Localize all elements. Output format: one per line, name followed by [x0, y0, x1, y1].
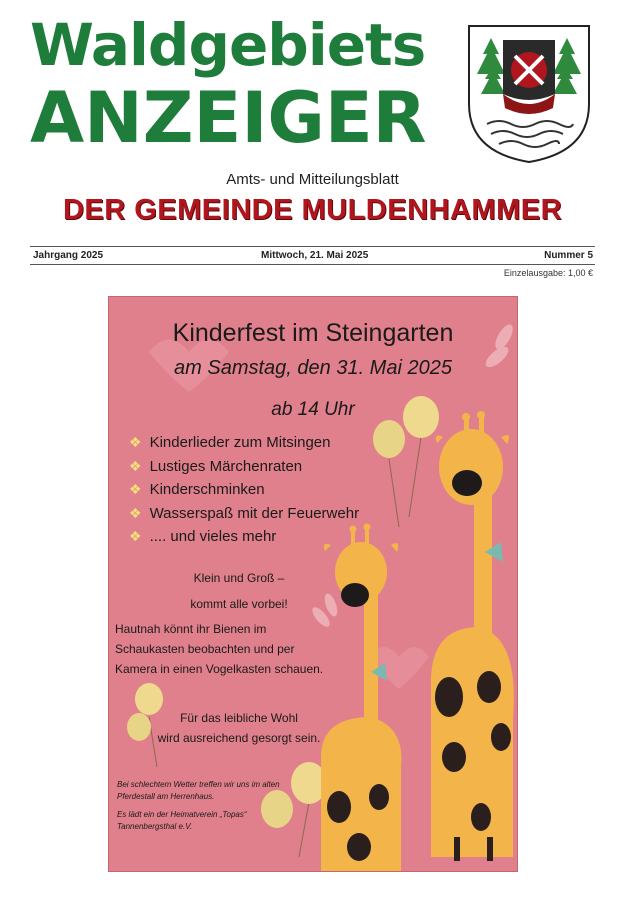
list-item: ❖ Wasserspaß mit der Feuerwehr — [129, 504, 360, 522]
food-line-2: wird ausreichend gesorgt sein. — [157, 731, 321, 745]
divider-top — [30, 246, 595, 247]
bees-line-3: Kamera in einen Vogelkasten schauen. — [115, 662, 324, 676]
list-item: ❖ Kinderschminken — [129, 481, 265, 498]
coat-of-arms-icon — [467, 24, 591, 164]
host-line-2: Tannenbergsthal e.V. — [117, 822, 193, 831]
bees-line-2: Schaukasten beobachten und per — [115, 642, 295, 656]
weather-note-1: Bei schlechtem Wetter treffen wir uns im alten — [117, 780, 280, 789]
poster-time: ab 14 Uhr — [271, 399, 355, 420]
divider-bottom — [30, 264, 595, 265]
bees-line-1: Hautnah könnt ihr Bienen im — [115, 622, 267, 636]
price: Einzelausgabe: 1,00 € — [503, 268, 593, 278]
masthead-title-line1: Waldgebiets — [30, 11, 426, 79]
subtitle: Amts- und Mitteilungsblatt — [226, 171, 399, 188]
giraffe-left-icon — [321, 524, 401, 872]
host-line-1: Es lädt ein der Heimatverein „Topas“ — [117, 810, 247, 819]
event-poster — [108, 296, 518, 872]
masthead-title-line2: ANZEIGER — [30, 77, 427, 159]
diamond-bullet-icon: ❖ — [129, 457, 142, 474]
weather-note-2: Pferdestall am Herrenhaus. — [117, 792, 215, 801]
gemeinde-heading: DER GEMEINDE MULDENHAMMER — [62, 194, 563, 226]
giraffe-right-icon — [431, 411, 514, 861]
activity-list — [129, 431, 359, 549]
issue-date: Mittwoch, 21. Mai 2025 — [261, 250, 369, 261]
poster-title: Kinderfest im Steingarten — [172, 319, 454, 347]
invite-line-2: kommt alle vorbei! — [190, 597, 288, 611]
diamond-bullet-icon: ❖ — [129, 481, 142, 497]
food-line-1: Für das leibliche Wohl — [180, 711, 298, 725]
diamond-bullet-icon: ❖ — [129, 434, 142, 450]
list-item: ❖ Lustiges Märchenraten — [129, 457, 303, 475]
issue-number: Nummer 5 — [544, 250, 593, 261]
diamond-bullet-icon: ❖ — [129, 528, 142, 544]
list-item: ❖ .... und vieles mehr — [129, 528, 277, 545]
list-item: ❖ Kinderlieder zum Mitsingen — [129, 434, 331, 451]
diamond-bullet-icon: ❖ — [129, 504, 142, 521]
invite-line-1: Klein und Groß – — [193, 571, 285, 585]
poster-date: am Samstag, den 31. Mai 2025 — [174, 357, 452, 379]
jahrgang: Jahrgang 2025 — [33, 250, 104, 261]
